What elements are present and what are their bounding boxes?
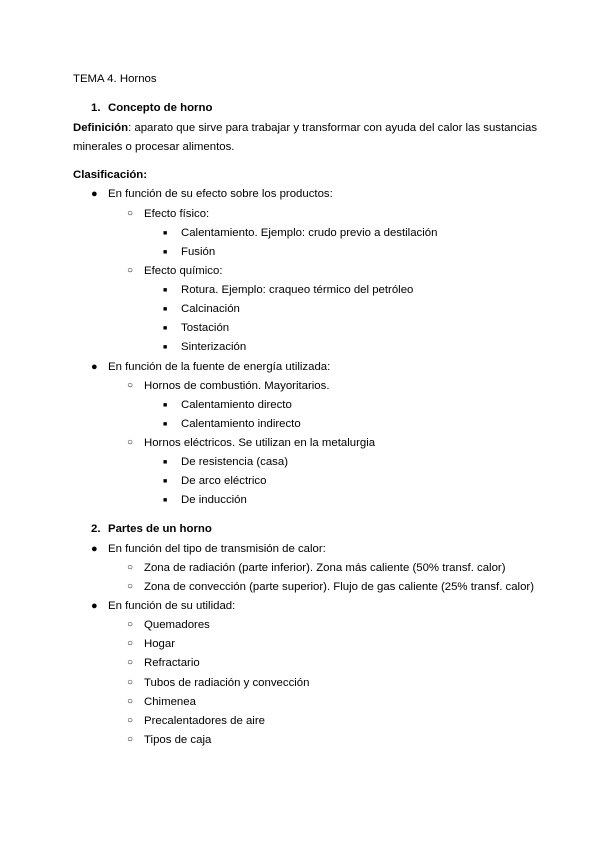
bullet-disc-icon: ● [91, 600, 98, 612]
list-item: Hogar [144, 638, 176, 650]
list-item: En función de la fuente de energía utilizada: [108, 361, 331, 373]
bullet-circle-icon: ○ [127, 657, 134, 668]
bullet-square-icon: ■ [163, 306, 168, 313]
section2-number: 2. [91, 523, 101, 535]
list-item: Hornos eléctricos. Se utilizan en la metalurgia [144, 437, 376, 449]
section1-number: 1. [91, 102, 101, 114]
bullet-circle-icon: ○ [127, 638, 134, 649]
list-item: Calcinación [181, 303, 240, 315]
bullet-square-icon: ■ [163, 421, 168, 428]
list-item: En función de su utilidad: [108, 600, 236, 612]
bullet-circle-icon: ○ [127, 380, 134, 391]
bullet-square-icon: ■ [163, 497, 168, 504]
list-item: Refractario [144, 657, 200, 669]
list-item: Rotura. Ejemplo: craqueo térmico del petróleo [181, 284, 414, 296]
list-item: Calentamiento directo [181, 399, 292, 411]
bullet-disc-icon: ● [91, 543, 98, 555]
definition-line-1 [73, 121, 537, 135]
bullet-circle-icon: ○ [127, 619, 134, 630]
list-item: Tubos de radiación y convección [144, 677, 310, 689]
list-item: Fusión [181, 246, 216, 258]
list-item: De inducción [181, 494, 247, 506]
bullet-square-icon: ■ [163, 459, 168, 466]
bullet-circle-icon: ○ [127, 696, 134, 707]
bullet-circle-icon: ○ [127, 562, 134, 573]
list-item: Chimenea [144, 696, 196, 708]
list-item: Zona de radiación (parte inferior). Zona más caliente (50% transf. calor) [144, 562, 506, 574]
bullet-disc-icon: ● [91, 361, 98, 373]
bullet-circle-icon: ○ [127, 734, 134, 745]
bullet-square-icon: ■ [163, 344, 168, 351]
list-item: Sinterización [181, 341, 247, 353]
bullet-square-icon: ■ [163, 325, 168, 332]
definition-line-2: minerales o procesar alimentos. [73, 141, 235, 153]
list-item: En función del tipo de transmisión de calor: [108, 543, 326, 555]
list-item: Efecto físico: [144, 208, 210, 220]
list-item: Precalentadores de aire [144, 715, 265, 727]
bullet-circle-icon: ○ [127, 581, 134, 592]
bullet-circle-icon: ○ [127, 677, 134, 688]
bullet-square-icon: ■ [163, 287, 168, 294]
definition-label: Definición [73, 122, 129, 134]
bullet-square-icon: ■ [163, 249, 168, 256]
bullet-circle-icon: ○ [127, 437, 134, 448]
bullet-square-icon: ■ [163, 230, 168, 237]
list-item: Efecto químico: [144, 265, 223, 277]
classification-label: Clasificación: [73, 169, 148, 181]
document-title: TEMA 4. Hornos [73, 73, 157, 85]
list-item: Hornos de combustión. Mayoritarios. [144, 380, 330, 392]
bullet-disc-icon: ● [91, 188, 98, 200]
bullet-circle-icon: ○ [127, 265, 134, 276]
list-item: Zona de convección (parte superior). Flujo de gas caliente (25% transf. calor) [144, 581, 535, 593]
list-item: Calentamiento indirecto [181, 418, 301, 430]
bullet-square-icon: ■ [163, 402, 168, 409]
list-item: Tipos de caja [144, 734, 212, 746]
bullet-circle-icon: ○ [127, 208, 134, 219]
section1-heading: Concepto de horno [108, 102, 213, 114]
section2-heading: Partes de un horno [108, 523, 212, 535]
list-item: Calentamiento. Ejemplo: crudo previo a destilación [181, 227, 438, 239]
list-item: Quemadores [144, 619, 210, 631]
list-item: De arco eléctrico [181, 475, 267, 487]
list-item: De resistencia (casa) [181, 456, 288, 468]
list-item: Tostación [181, 322, 230, 334]
list-item: En función de su efecto sobre los productos: [108, 188, 333, 200]
bullet-circle-icon: ○ [127, 715, 134, 726]
definition-text: : aparato que sirve para trabajar y transformar con ayuda del calor las sustancias [128, 122, 538, 134]
bullet-square-icon: ■ [163, 478, 168, 485]
